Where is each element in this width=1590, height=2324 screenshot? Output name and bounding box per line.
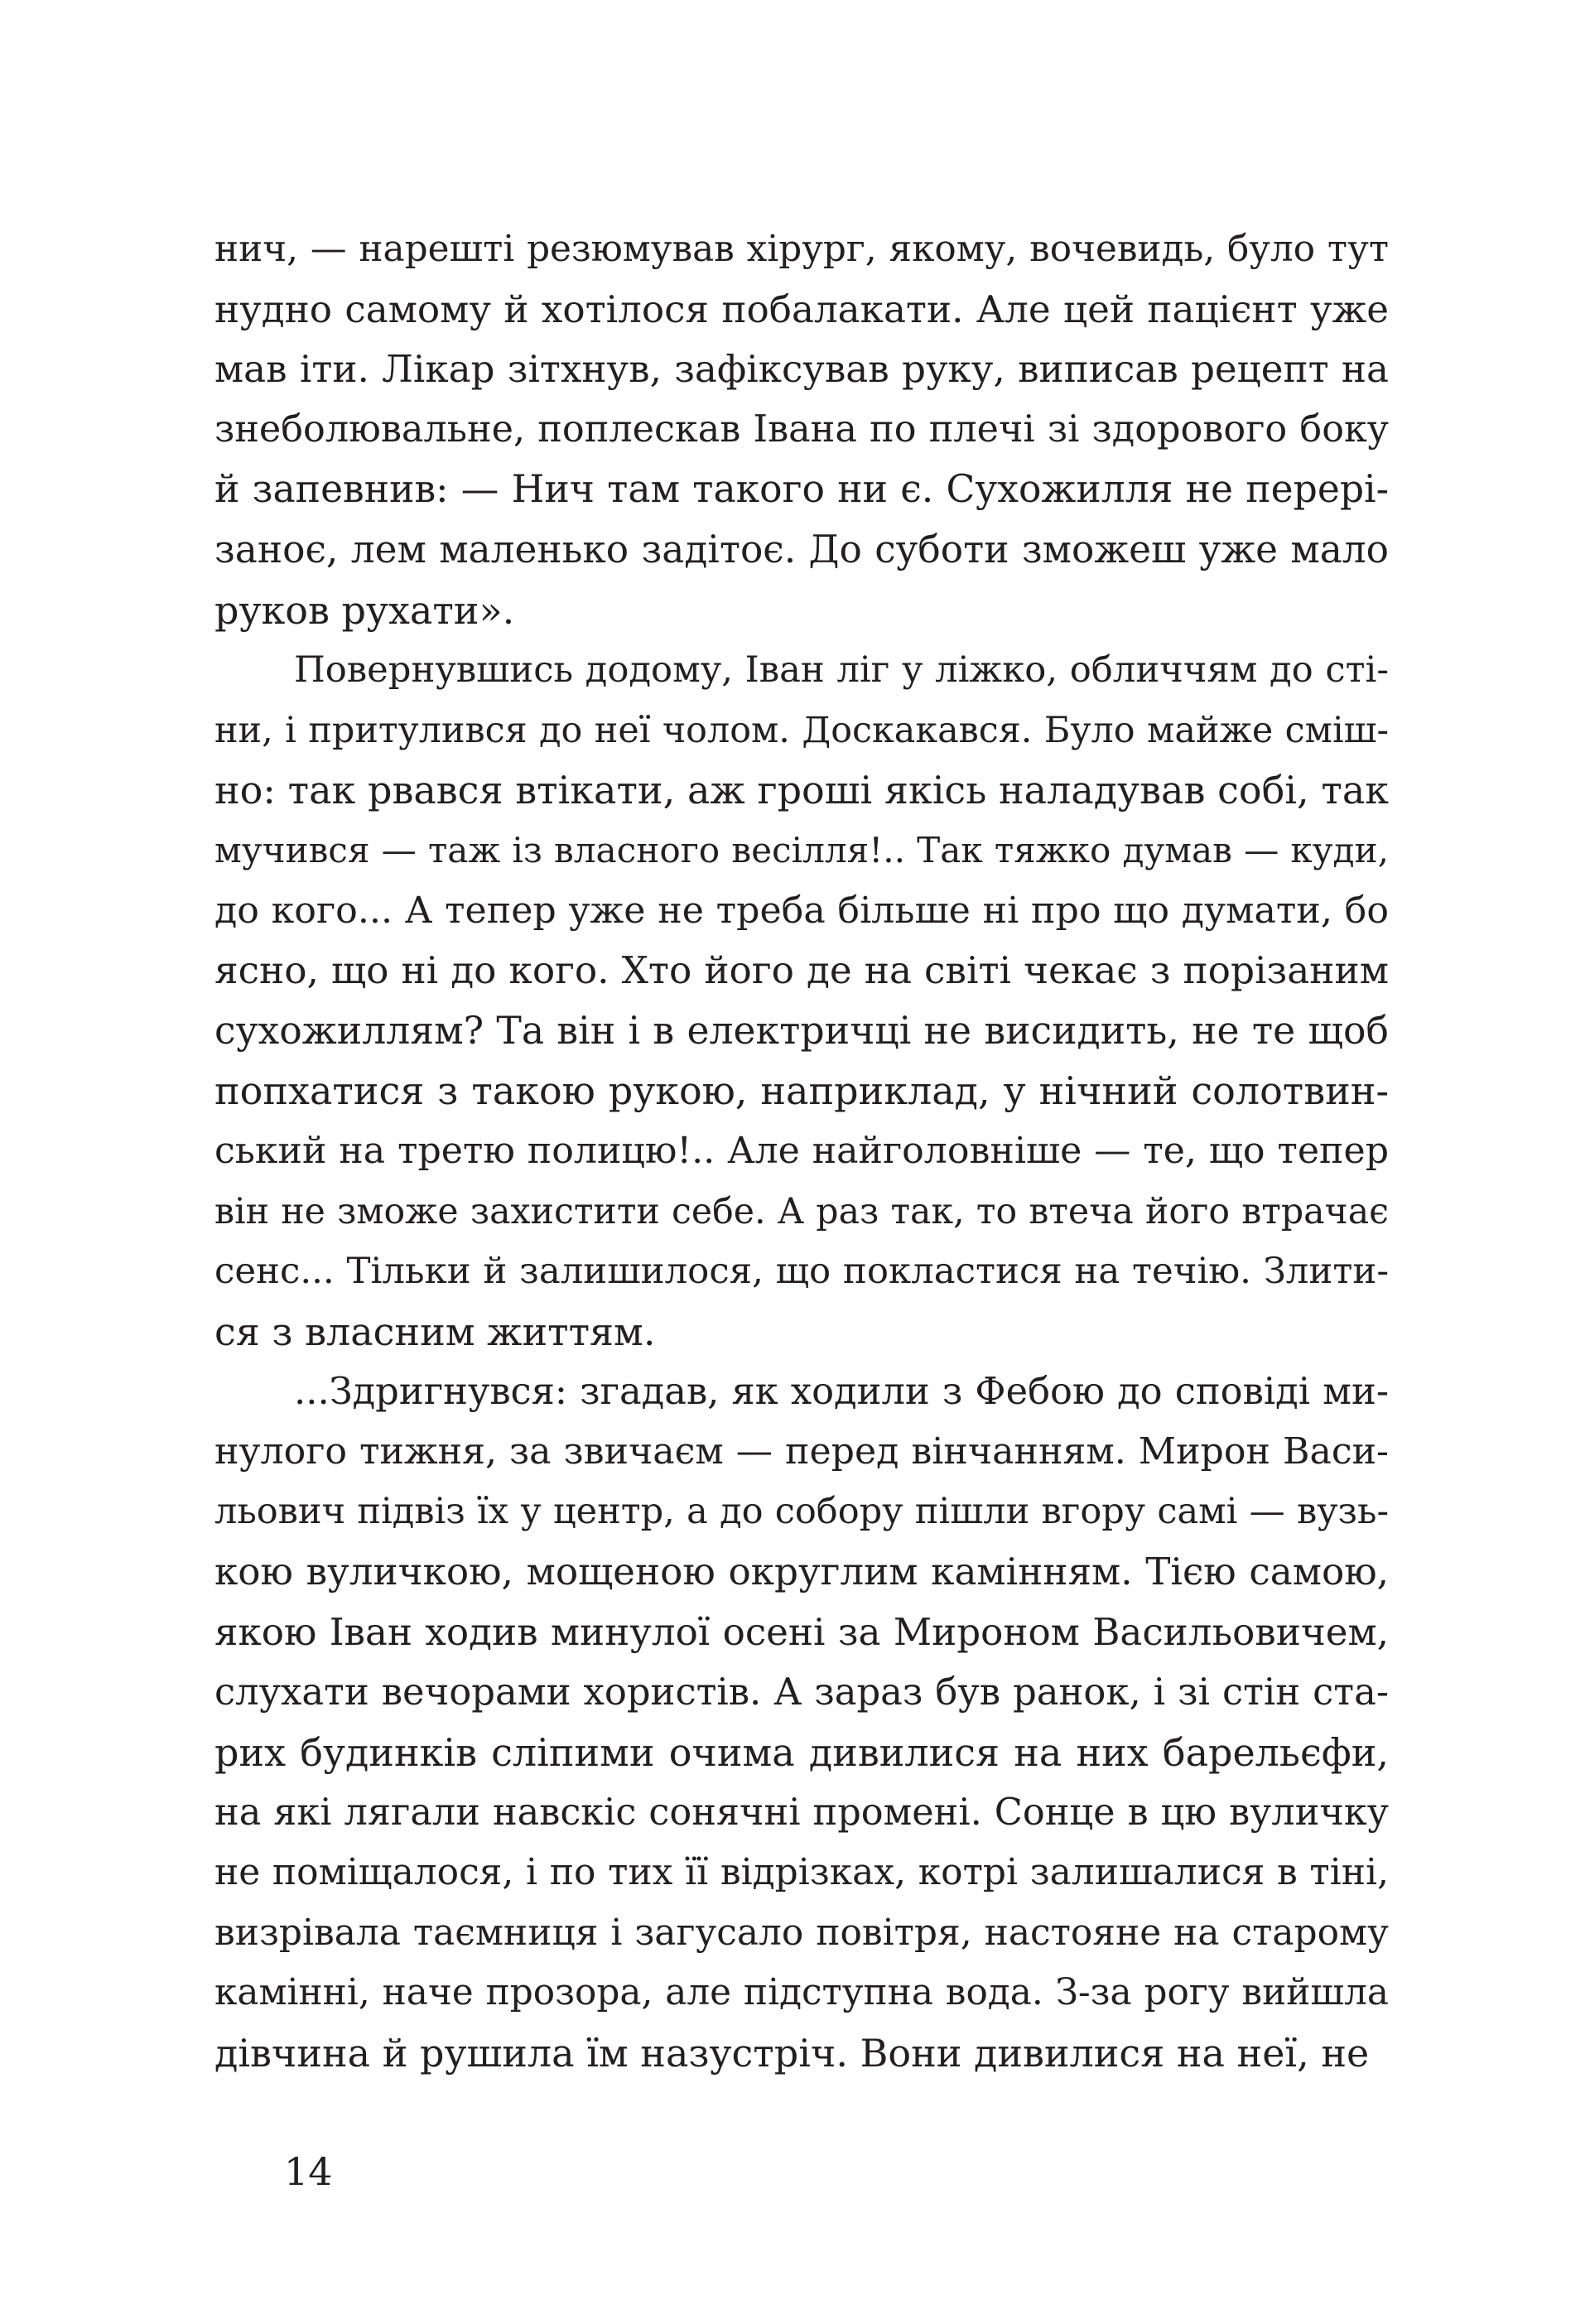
page-number: 14 — [284, 2149, 333, 2194]
text-line: мучився — таж із власного весілля!.. Так тяжко думав — куди, — [214, 829, 1389, 870]
text-line: знеболювальне, поплескав Івана по плечі зі здорового боку — [214, 407, 1389, 451]
text-line: мав іти. Лікар зітхнув, зафіксував руку, виписав рецепт на — [214, 347, 1389, 392]
text-line: якою Іван ходив минулої осені за Мироном Васильовичем, — [214, 1609, 1389, 1654]
text-line: рих будинків сліпими очима дивилися на них барельєфи, — [214, 1729, 1389, 1775]
paragraph — [214, 219, 1389, 640]
text-line: визрівала таємниця і загусало повітря, настояне на старому — [214, 1911, 1389, 1954]
text-line: й запевнив: — Нич там такого ни є. Сухожилля не перері- — [214, 467, 1389, 512]
text-line: попхатися з такою рукою, наприклад, у нічний солотвин- — [214, 1068, 1389, 1114]
text-line: ський на третю полицю!.. Але найголовніше — те, що тепер — [214, 1129, 1389, 1172]
text-line: нич, — нарешті резюмував хірург, якому, вочевидь, було тут — [214, 228, 1389, 270]
text-line: руков рухати». — [214, 587, 515, 633]
text-line: заноє, лем маленько задітоє. До суботи зможеш уже мало — [214, 527, 1389, 571]
text-line: льович підвіз їх у центр, а до собору пішли вгору самі — вузь- — [214, 1491, 1389, 1533]
text-line: нудно самому й хотілося побалакати. Але цей пацієнт уже — [214, 287, 1389, 331]
text-line: він не зможе захистити себе. А раз так, то втеча його втрачає — [214, 1190, 1389, 1232]
text-line: дівчина й рушила їм назустріч. Вони дивилися на неї, не — [214, 2030, 1370, 2076]
text-line: на які лягали навскіс сонячні промені. Сонце в цю вуличку — [214, 1791, 1389, 1835]
text-line: не поміщалося, і по тих її відрізках, котрі залишалися в тіні, — [214, 1851, 1389, 1894]
text-line: ся з власним життям. — [214, 1309, 656, 1354]
body-text — [214, 219, 1389, 2083]
text-line: сенс... Тільки й залишилося, що покластися на течію. Злити- — [214, 1251, 1389, 1293]
text-line: сухожиллям? Та він і в електричці не висидить, не те щоб — [214, 1008, 1389, 1053]
text-line: ясно, що ні до кого. Хто його де на світі чекає з порізаним — [214, 948, 1389, 993]
text-line: ...Здригнувся: згадав, як ходили з Фебою до сповіді ми- — [294, 1369, 1389, 1414]
paragraph — [214, 640, 1389, 1362]
paragraph — [214, 1362, 1389, 2083]
text-line: слухати вечорами хористів. А зараз був ранок, і зі стін ста- — [214, 1670, 1389, 1714]
text-line: нулого тижня, за звичаєм — перед вінчанням. Мирон Васи- — [214, 1430, 1389, 1473]
text-line: до кого... А тепер уже не треба більше ні про що думати, бо — [214, 889, 1389, 932]
text-line: но: так рвався втікати, аж гроші якісь наладував собі, так — [214, 768, 1389, 813]
text-line: камінні, наче прозора, але підступна вода. З-за рогу вийшла — [214, 1971, 1389, 2014]
text-line: ни, і притулився до неї чолом. Доскакався. Було майже сміш- — [214, 709, 1389, 751]
text-line: кою вуличкою, мощеною округлим камінням. Тією самою, — [214, 1550, 1389, 1594]
text-line: Повернувшись додому, Іван ліг у ліжко, обличчям до сті- — [294, 649, 1389, 692]
